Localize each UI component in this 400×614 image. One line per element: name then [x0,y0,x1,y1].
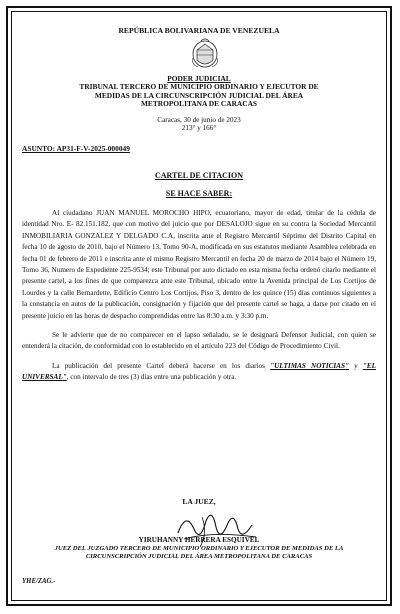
judge-role-line-1: JUEZ DEL JUZGADO TERCERO DE MUNICIPIO ORDINARIO Y EJECUTOR DE MEDIDAS DE LA [54,545,344,552]
publication-text-start: La publicación del presente Cartel deberá hacerse en los diarios [52,361,271,370]
newspaper-2: "EL UNIVERSAL" [22,361,376,382]
judicial-branch-heading: PODER JUDICIAL [167,74,231,83]
judge-role-line-2: CIRCUNSCRIPCIÓN JUDICIAL DEL ÁREA METROPOLITANA DE CARACAS [85,552,313,560]
typist-initials: YHE/ZAG.- [22,578,56,585]
document-title: CARTEL DE CITACION [154,171,244,180]
judge-name: YIRUHANNY HERRERA ESQUIVEL [138,536,260,544]
paragraph-warning: Se le advierte que de no comparecer en el lapso señalado, se le designará Defensor Judicial, con quien se entenderá la citación, de conformidad con lo establecido en el artículo 223 del Código de Procedimiento Civil. [22,331,376,351]
court-heading [22,83,376,109]
coat-of-arms-icon [188,36,222,70]
document-frame [6,6,392,606]
court-line-1: TRIBUNAL TERCERO DE MUNICIPIO ORDINARIO Y EJECUTOR DE [79,82,319,91]
paragraph-summons: Al ciudadano JUAN MANUEL MOROCHO HIPO, ecuatoriano, mayor de edad, titular de la cédula de identidad Nro. E- 82.151.182, que con motivo del juicio que por DESALOJO sigue en su contra la Sociedad Mercantil INMOBILIARIA GONZALEZ Y DELGADO C.A, inscrita ante el Registro Mercantil Séptimo del Distrito Capital en fecha 10 de agosto de 2010, bajo el Número 13, Tomo 90-A, modificada en sus estatutos mediante Asamblea celebrada en fecha 01 de febrero de 2011 e inscrita ante el mismo Registro Mercantil en fecha 20 de marzo de 2014 bajo el Número 19, Tomo 36, Numero de Expediente 225-9534; este Tribunal por auto dictado en esta misma fecha ordenó citarlo mediante el presente cartel, a los fines de que comparezca ante este Tribunal, ubicado entre la Avenida principal de Los Cortijos de Lourdes y la calle Bernardette, Edificio Centro Los Cortijos, Piso 3, dentro de los quince (15) días continuos siguientes a la constancia en autos de la publicación, consignación y fijación que del presente cartel se haga, a darse por citado en el presente juicio en las horas de despacho comprendidas entre las 8:30 a.m. y 3:30 p.m. [22,209,376,320]
publication-text-mid: y [348,361,363,370]
date-line: Caracas, 30 de junio de 2023 [157,116,241,124]
body-text [22,208,376,392]
newspaper-1: "ULTIMAS NOTICIAS" [270,361,349,370]
court-line-2: MEDIDAS DE LA CIRCUNSCRIPCIÓN JUDICIAL DEL ÁREA [94,90,304,100]
paragraph-publication [22,361,376,384]
publication-text-end: , con intervalo de tres (3) días entre una publicación y otra. [66,373,237,382]
republic-heading: REPÚBLICA BOLIVARIANA DE VENEZUELA [118,26,280,35]
case-number: ASUNTO: AP31-F-V-2025-000049 [22,144,130,153]
notice-heading: SE HACE SABER: [165,189,233,198]
signature-title: LA JUEZ, [182,497,216,506]
years-line: 213° y 166° [181,124,217,133]
court-line-3: METROPOLITANA DE CARACAS [140,99,258,109]
judge-role [22,545,376,561]
document-content [22,8,376,604]
date-block [22,116,376,132]
